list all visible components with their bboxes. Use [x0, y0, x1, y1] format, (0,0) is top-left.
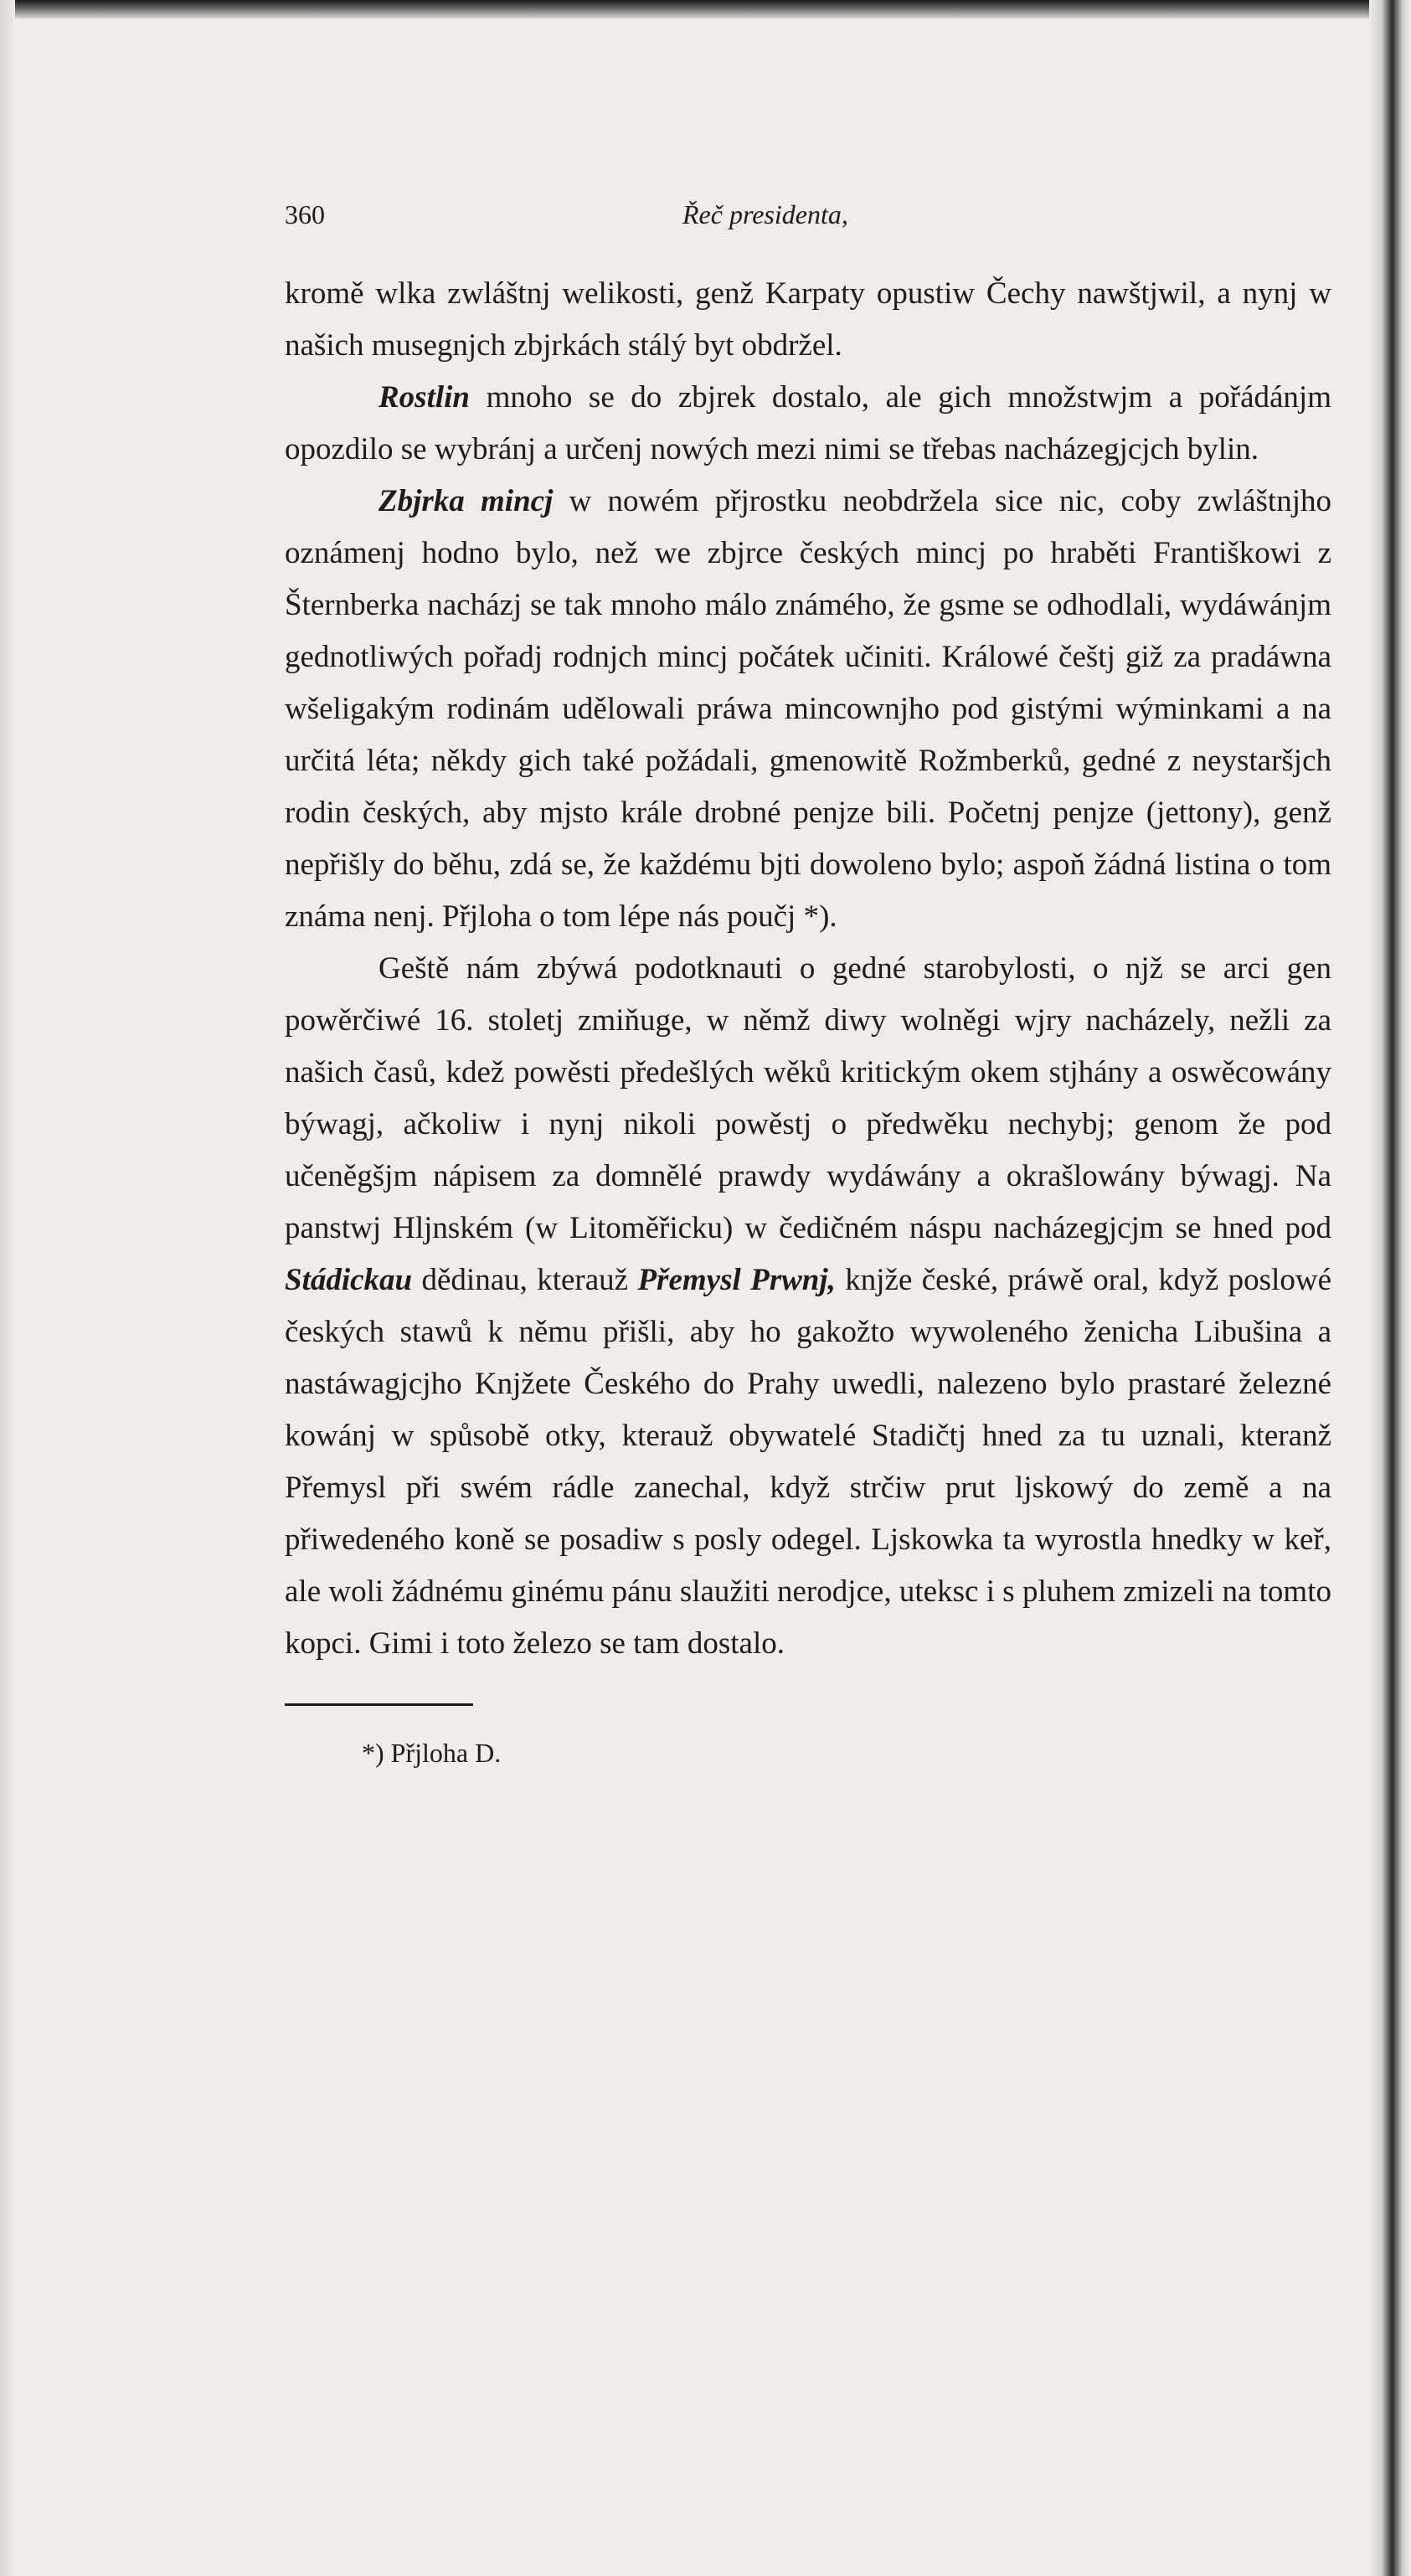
footnote: *) Přjloha D.	[362, 1738, 502, 1768]
paragraph	[285, 372, 1331, 476]
running-title: Řeč presidenta,	[682, 199, 848, 229]
paragraph-text: Geště nám zbýwá podotknauti o gedné starobylosti, o njž se arci gen powěrčiwé 16. stoletj zmiňuge, w němž diwy wolněgi wjry nacházely, nežli za našich časů, kdež powěsti předešlých wěků kritickým okem stjhány a oswěcowány býwagj, ačkoliw i nynj nikoli powěstj o předwěku nechybj; genom že pod učeněgšjm nápisem za domnělé prawdy wydáwány a okrašlowány býwagj. Na panstwj Hljnském (w Litoměřicku) w čedičném náspu nacházegjcjm se hned pod	[285, 951, 1331, 1245]
paragraph	[285, 268, 1331, 372]
paragraph-text: kromě wlka zwláštnj welikosti, genž Karpaty opustiw Čechy nawštjwil, a nynj w našich musegnjch zbjrkách stálý byt obdržel.	[285, 276, 1331, 363]
paragraph	[285, 943, 1331, 1670]
emphasized-term: Zbjrka mincj	[378, 484, 554, 518]
paragraph-text: dědinau, kterauž	[412, 1263, 638, 1297]
paragraph-text: w nowém přjrostku neobdržela sice nic, coby zwláštnjho oznámenj hodno bylo, než we zbjrce českých mincj po hraběti Františkowi z Šternberka nacházj se tak mnoho málo známého, že gsme se odhodlali, wydáwánjm gednotliwých pořadj rodnjch mincj počátek učiniti. Králowé češtj giž za pradáwna wšeligakým rodinám udělowali práwa mincownjho pod gistými wýminkami a na určitá léta; někdy gich také požádali, gmenowitě Rožmberků, gedné z neystaršjch rodin českých, aby mjsto krále drobné penjze bili. Početnj penjze (jettony), genž nepřišly do běhu, zdá se, že každému bjti dowoleno bylo; aspoň žádná listina o tom známa nenj. Přjloha o tom lépe nás poučj *).	[285, 484, 1331, 934]
paragraph-text: mnoho se do zbjrek dostalo, ale gich množstwjm a pořádánjm opozdilo se wybránj a určenj nowých mezi nimi se třebas nacházegjcjch bylin.	[285, 380, 1331, 466]
emphasized-term: Přemysl Prwnj,	[637, 1263, 836, 1297]
page-content	[285, 193, 1331, 1769]
footnote-divider	[285, 1703, 473, 1706]
scan-right-edge	[1369, 0, 1411, 2576]
scan-top-edge	[0, 0, 1411, 18]
paragraph-text: knjže české, práwě oral, když poslowé českých stawů k němu přišli, aby ho gakožto wywoleného ženicha Libušina a nastáwagjcjho Knjžete Českého do Prahy uwedli, nalezeno bylo prastaré železné kowánj w spůsobě otky, kterauž obywatelé Stadičtj hned za tu uznali, kteranž Přemysl při swém rádle zanechal, když strčiw prut ljskowý do země a na přiwedeného koně se posadiw s posly odegel. Ljskowka ta wyrostla hnedky w keř, ale woli žádnému ginému pánu slaužiti nerodjce, uteksc i s pluhem zmizeli na tomto kopci. Gimi i toto železo se tam dostalo.	[285, 1263, 1331, 1661]
page-number: 360	[285, 199, 325, 229]
emphasized-term: Rostlin	[378, 380, 470, 415]
emphasized-term: Stádickau	[285, 1263, 413, 1297]
paragraph	[285, 476, 1331, 943]
scan-left-edge	[0, 0, 15, 2576]
body-text	[285, 268, 1331, 1670]
running-header	[285, 193, 1331, 243]
